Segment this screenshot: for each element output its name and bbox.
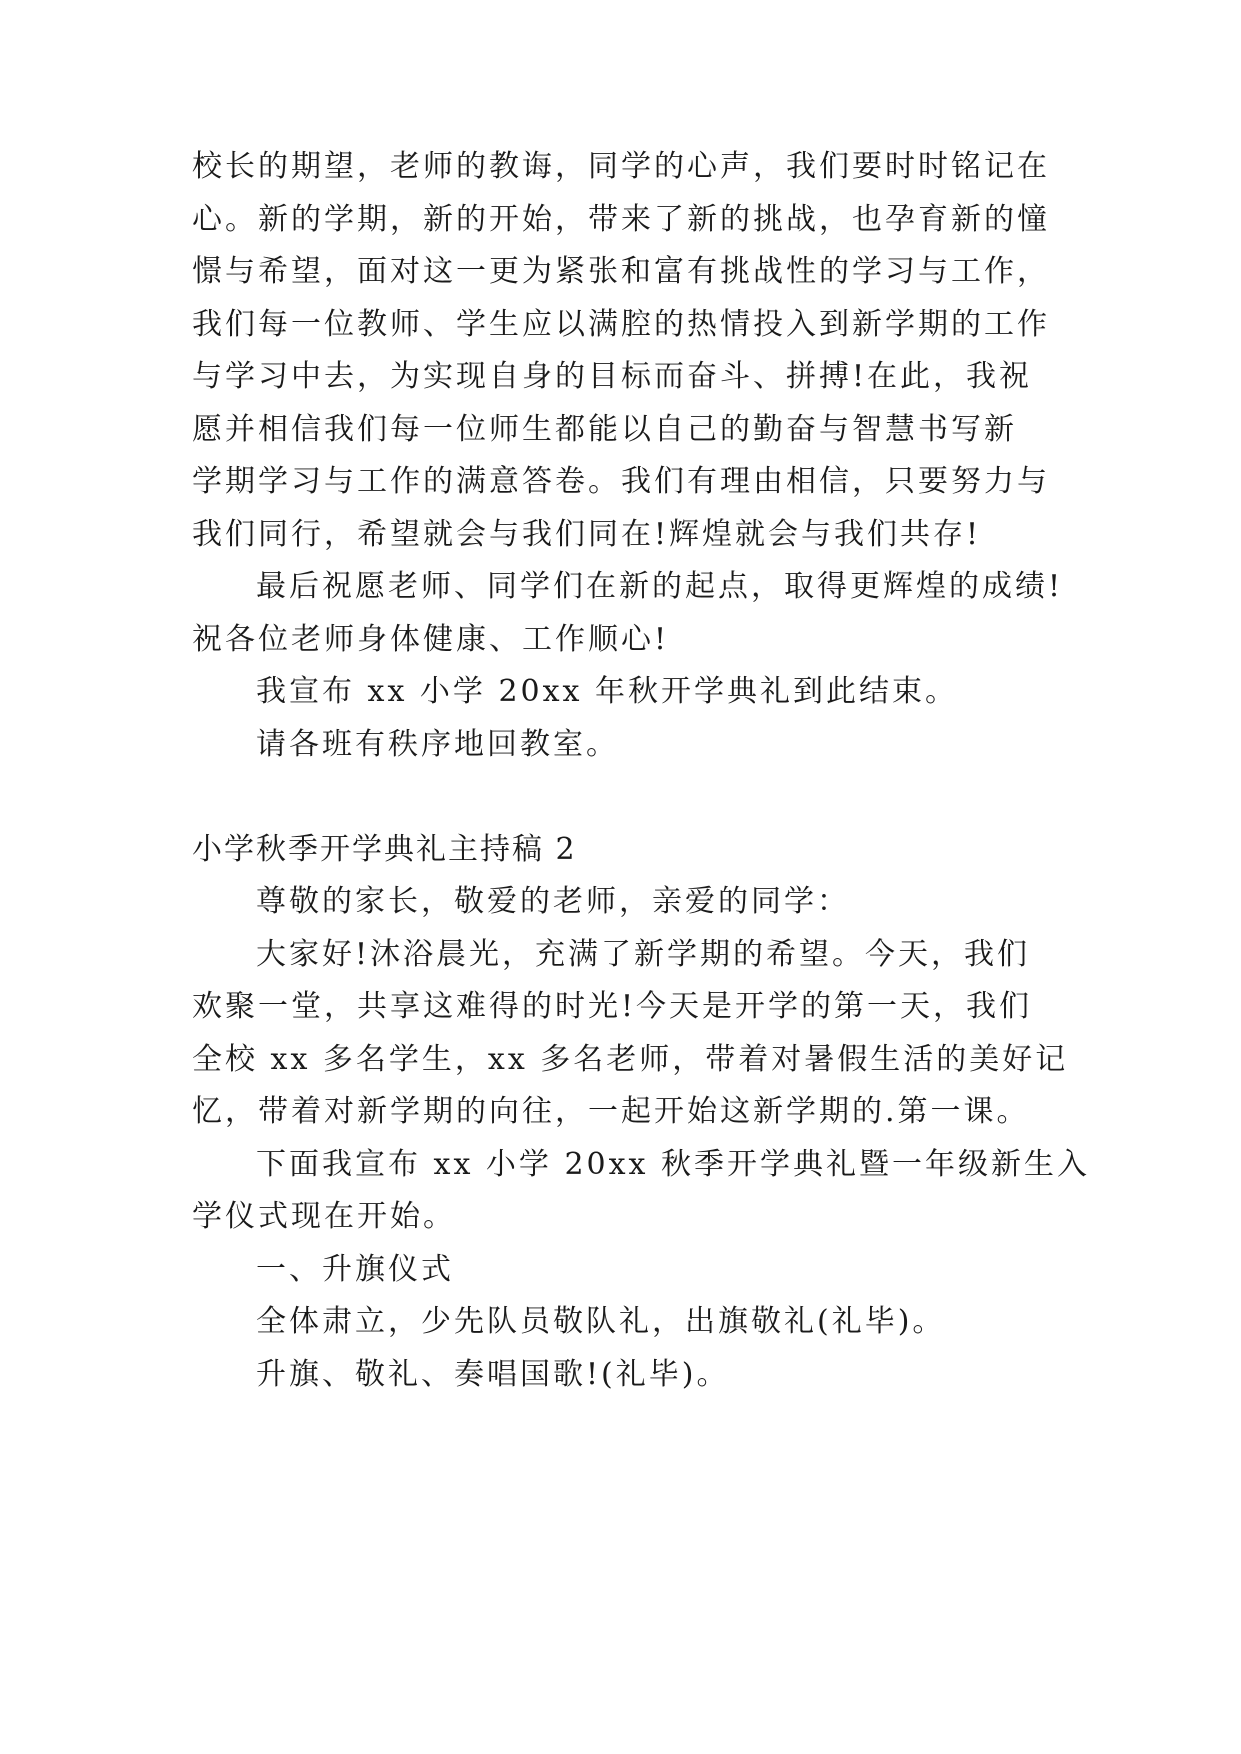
- paragraph-line: 憬与希望，面对这一更为紧张和富有挑战性的学习与工作，: [192, 254, 1050, 289]
- paragraph-line: 下面我宣布 xx 小学 20xx 秋季开学典礼暨一年级新生入: [256, 1147, 1090, 1182]
- section-title: 小学秋季开学典礼主持稿 2: [192, 832, 577, 867]
- paragraph-line: 大家好!沐浴晨光，充满了新学期的希望。今天，我们: [256, 937, 1031, 972]
- agenda-heading: 一、升旗仪式: [256, 1252, 454, 1287]
- agenda-line: 全体肃立，少先队员敬队礼，出旗敬礼(礼毕)。: [256, 1304, 946, 1339]
- paragraph-line: 愿并相信我们每一位师生都能以自己的勤奋与智慧书写新: [192, 412, 1017, 447]
- paragraph-line: 忆，带着对新学期的向往，一起开始这新学期的.第一课。: [192, 1094, 1030, 1129]
- paragraph-line: 校长的期望，老师的教诲，同学的心声，我们要时时铭记在: [192, 149, 1050, 184]
- paragraph-line: 心。新的学期，新的开始，带来了新的挑战，也孕育新的憧: [192, 202, 1050, 237]
- paragraph-line: 学仪式现在开始。: [192, 1199, 456, 1234]
- closing-wish-line: 最后祝愿老师、同学们在新的起点，取得更辉煌的成绩!: [256, 569, 1064, 604]
- closing-wish-line: 祝各位老师身体健康、工作顺心!: [192, 622, 670, 657]
- dismiss-instruction: 请各班有秩序地回教室。: [256, 727, 619, 762]
- closing-announcement: 我宣布 xx 小学 20xx 年秋开学典礼到此结束。: [256, 674, 958, 709]
- paragraph-line: 我们同行，希望就会与我们同在!辉煌就会与我们共存!: [192, 517, 982, 552]
- agenda-line: 升旗、敬礼、奏唱国歌!(礼毕)。: [256, 1357, 730, 1392]
- paragraph-line: 欢聚一堂，共享这难得的时光!今天是开学的第一天，我们: [192, 989, 1033, 1024]
- paragraph-line: 学期学习与工作的满意答卷。我们有理由相信，只要努力与: [192, 464, 1050, 499]
- paragraph-line: 全校 xx 多名学生，xx 多名老师，带着对暑假生活的美好记: [192, 1042, 1069, 1077]
- paragraph-line: 我们每一位教师、学生应以满腔的热情投入到新学期的工作: [192, 307, 1050, 342]
- paragraph-line: 与学习中去，为实现自身的目标而奋斗、拼搏!在此，我祝: [192, 359, 1033, 394]
- greeting-line: 尊敬的家长，敬爱的老师，亲爱的同学：: [256, 884, 850, 919]
